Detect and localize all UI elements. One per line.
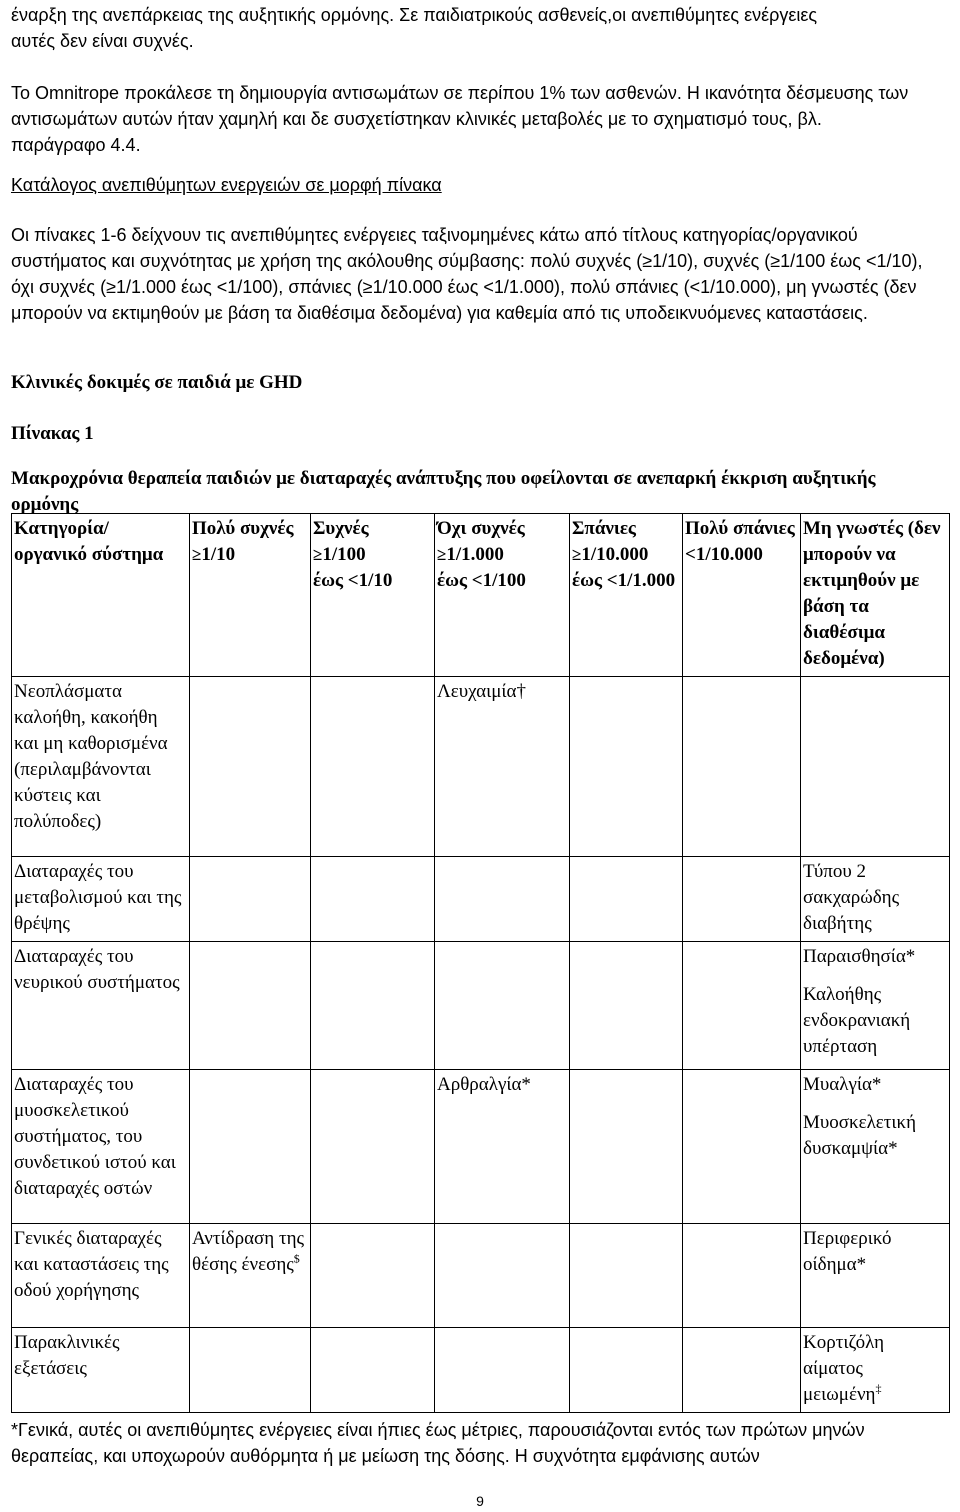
table-row [12, 857, 950, 942]
intro-line-1: έναρξη της ανεπάρκειας της αυξητικής ορμόνης. Σε παιδιατρικούς ασθενείς,οι ανεπιθύμητες ενέργειες [11, 5, 818, 25]
antibody-paragraph: Το Omnitrope προκάλεσε τη δημιουργία αντισωμάτων σε περίπου 1% των ασθενών. Η ικανότητα δέσμευσης των αντισωμάτων αυτών ήταν χαμηλή και δε συσχετίστηκαν κλινικές μεταβολές με το σχηματισμό τους, βλ. παράγραφο 4.4. [11, 83, 909, 155]
table-label: Πίνακας 1 [11, 423, 94, 444]
header-uncommon: Όχι συχνές ≥1/1.000 έως <1/100 [435, 514, 570, 677]
page-number: 9 [476, 1493, 484, 1509]
footnote: *Γενικά, αυτές οι ανεπιθύμητες ενέργειες είναι ήπιες έως μέτριες, παρουσιάζονται εντός των πρώτων μηνών θεραπείας, και υποχωρούν αυθόρμητα ή με μείωση της δόσης. Η συχνότητα εμφάνισης αυτών [11, 1420, 865, 1466]
table-row [12, 677, 950, 857]
row-soc: Νεοπλάσματα καλοήθη, κακοήθη και μη καθορισμένα (περιλαμβάνονται κύστεις και πολύποδες) [12, 677, 190, 857]
adverse-reactions-table [11, 513, 950, 1413]
row-soc: Παρακλινικές εξετάσεις [12, 1328, 190, 1413]
cell-unknown: Περιφερικό οίδημα* [801, 1224, 950, 1328]
header-unknown: Μη γνωστές (δεν μπορούν να εκτιμηθούν με βάση τα διαθέσιμα δεδομένα) [801, 514, 950, 677]
header-very-rare: Πολύ σπάνιες <1/10.000 [683, 514, 801, 677]
header-rare: Σπάνιες ≥1/10.000 έως <1/1.000 [570, 514, 683, 677]
cell-uncommon: Λευχαιμία† [435, 677, 570, 857]
row-soc: Διαταραχές του μυοσκελετικού συστήματος, του συνδετικού ιστού και διαταραχές οστών [12, 1070, 190, 1224]
header-soc: Κατηγορία/ οργανικό σύστημα [12, 514, 190, 677]
section-title: Κλινικές δοκιμές σε παιδιά με GHD [11, 372, 303, 393]
row-soc: Διαταραχές του μεταβολισμού και της θρέψης [12, 857, 190, 942]
table-caption: Μακροχρόνια θεραπεία παιδιών με διαταραχές ανάπτυξης που οφείλονται σε ανεπαρκή έκκριση αυξητικής ορμόνης [11, 468, 876, 515]
cell-unknown: Κορτιζόλη αίματος μειωμένη‡ [801, 1328, 950, 1413]
cell-unknown: Παραισθησία* Καλοήθης ενδοκρανιακή υπέρταση [801, 942, 950, 1070]
tabulated-paragraph: Οι πίνακες 1-6 δείχνουν τις ανεπιθύμητες ενέργειες ταξινομημένες κάτω από τίτλους κατηγορίας/οργανικού συστήματος και συχνότητας με χρήση της ακόλουθης σύμβασης: πολύ συχνές (≥1/10), συχνές (≥1/100 έως <1/10), όχι συχνές (≥1/1.000 έως <1/100), σπάνιες (≥1/10.000 έως <1/1.000), πολύ σπάνιες (<1/10.000), μη γνωστές (δεν μπορούν να εκτιμηθούν με βάση τα διαθέσιμα δεδομένα) για καθεμία από τις υποδεικνυόμενες καταστάσεις. [11, 225, 923, 323]
header-very-common: Πολύ συχνές ≥1/10 [190, 514, 311, 677]
cell-very-common: Αντίδραση της θέσης ένεσης$ [190, 1224, 311, 1328]
table-row [12, 942, 950, 1070]
row-soc: Διαταραχές του νευρικού συστήματος [12, 942, 190, 1070]
table-row [12, 1224, 950, 1328]
cell-unknown: Μυαλγία* Μυοσκελετική δυσκαμψία* [801, 1070, 950, 1224]
table-row [12, 1070, 950, 1224]
row-soc: Γενικές διαταραχές και καταστάσεις της οδού χορήγησης [12, 1224, 190, 1328]
cell-unknown: Τύπου 2 σακχαρώδης διαβήτης [801, 857, 950, 942]
table-header-row [12, 514, 950, 677]
intro-line-2: αυτές δεν είναι συχνές. [11, 31, 194, 51]
table-row [12, 1328, 950, 1413]
tabulated-heading: Κατάλογος ανεπιθύμητων ενεργειών σε μορφή πίνακα [11, 175, 442, 195]
header-common: Συχνές ≥1/100 έως <1/10 [311, 514, 435, 677]
cell-uncommon: Αρθραλγία* [435, 1070, 570, 1224]
